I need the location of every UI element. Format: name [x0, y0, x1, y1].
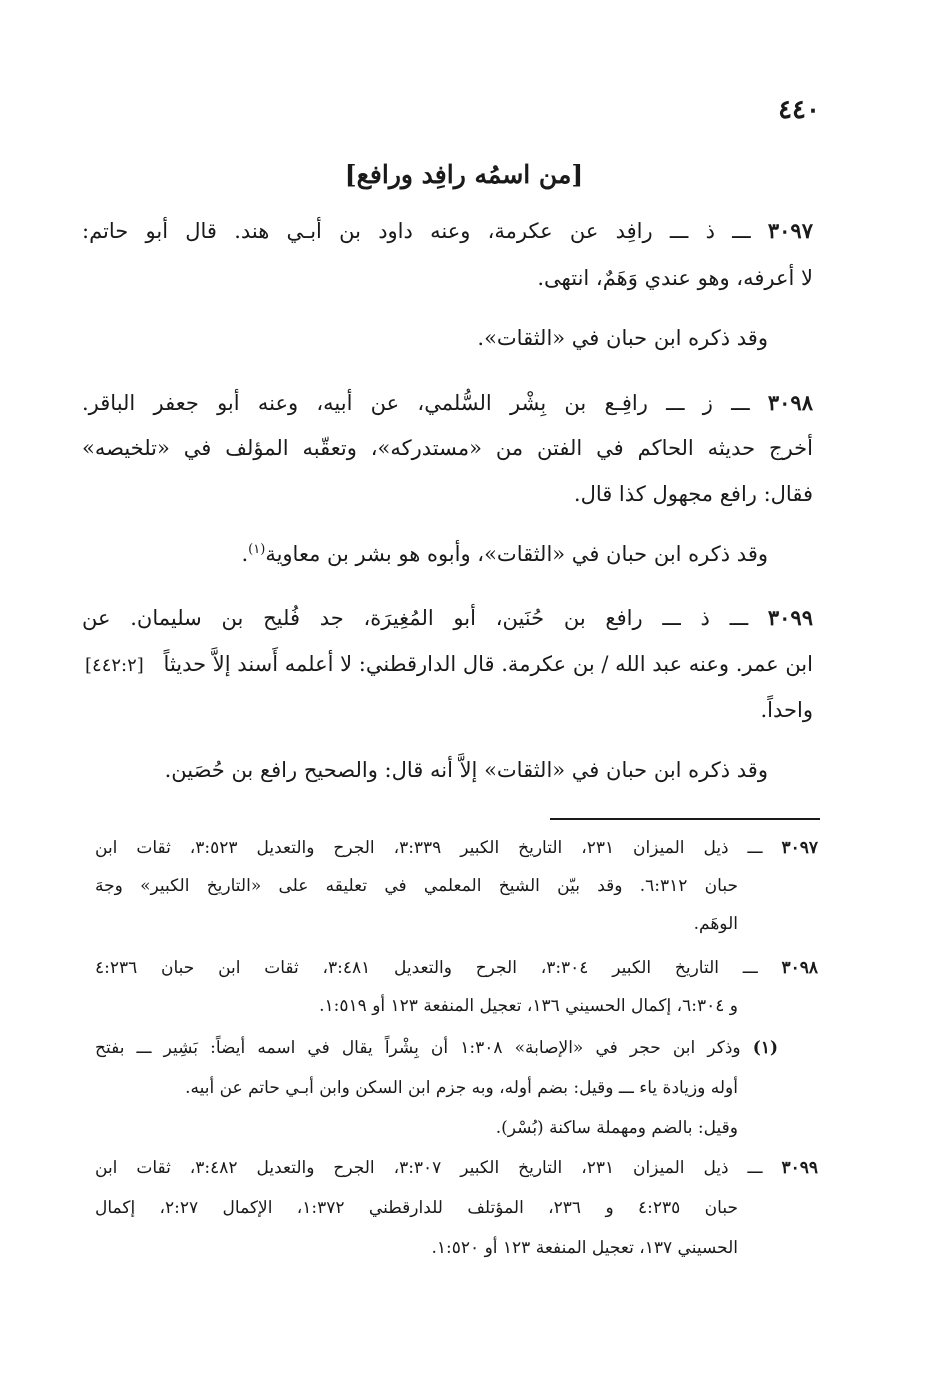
footnote-text: ـــ ذيل الميزان ٢٣١، التاريخ الكبير ٣:٣٣٩، الجرح والتعديل ٣:٥٢٣، ثقات ابن: [95, 838, 763, 858]
footnote-text: وذكر ابن حجر في «الإصابة» ١:٣٠٨ أن بِشْراً يقال في اسمه أيضاً: بَشِير ـــ بفتح: [95, 1038, 741, 1058]
note-text: وقد ذكره ابن حبان في «الثقات»، وأبوه هو بشر بن معاوية: [265, 542, 768, 566]
entry-text: ـــ ذ ـــ رافع بن حُنَين، أبو المُغِيرَة، جد فُليح بن سليمان. عن: [82, 606, 749, 630]
footnote-3097-line-1: [95, 838, 818, 858]
entry-3097-line-1: [82, 218, 813, 243]
footnote-3098-line-2: و ٦:٣٠٤، إكمال الحسيني ١٣٦، تعجيل المنفعة ١٢٣ أو ١:٥١٩.: [319, 996, 738, 1016]
entry-3099-line-1: [82, 605, 813, 630]
footnote-reference: (١): [248, 542, 266, 557]
footnote-1-line-1: [95, 1038, 778, 1058]
footnote-number: ٣٠٩٨: [781, 958, 819, 978]
entry-3098-line-1: [82, 390, 813, 415]
entry-3097-note: وقد ذكره ابن حبان في «الثقات».: [477, 326, 768, 350]
entry-text: ـــ ز ـــ رافِـع بن بِشْر السُّلمي، عن أبيه، وعنه أبو جعفر الباقر.: [82, 391, 750, 415]
footnote-number: ٣٠٩٩: [781, 1158, 818, 1178]
section-heading: [من اسمُه رافِد ورافع]: [344, 160, 584, 189]
entry-3098-line-3: فقال: رافع مجهول كذا قال.: [573, 482, 813, 506]
entry-3098-line-2: أخرج حديثه الحاكم في الفتن من «مستدركه»، وتعقّبه المؤلف في «تلخيصه»: [82, 436, 813, 460]
footnote-3098-line-1: [95, 958, 818, 978]
footnote-number: (١): [752, 1038, 778, 1058]
page-number: ٤٤٠: [778, 95, 820, 125]
footnote-3099-line-3: الحسيني ١٣٧، تعجيل المنفعة ١٢٣ أو ١:٥٢٠.: [431, 1238, 738, 1258]
entry-3099-note: وقد ذكره ابن حبان في «الثقات» إلاَّ أنه قال: والصحيح رافع بن حُصَين.: [164, 758, 768, 782]
entry-3099-line-2: ابن عمر. وعنه عبد الله / بن عكرمة. قال الدارقطني: لا أعلمه أَسند إلاَّ حديثاً: [163, 652, 813, 676]
entry-text: ـــ ذ ـــ رافِد عن عكرمة، وعنه داود بن أبـي هند. قال أبو حاتم:: [82, 219, 751, 243]
entry-3097-line-2: لا أعرفه، وهو عندي وَهَمٌ، انتهى.: [537, 266, 813, 290]
entry-number: ٣٠٩٨: [767, 390, 813, 415]
footnote-text: ـــ ذيل الميزان ٢٣١، التاريخ الكبير ٣:٣٠٧، الجرح والتعديل ٣:٤٨٢، ثقات ابن: [95, 1158, 763, 1178]
footnote-3099-line-1: [95, 1158, 818, 1178]
footnote-3099-line-2: حبان ٤:٢٣٥ و ٢٣٦، المؤتلف للدارقطني ١:٣٧٢، الإكمال ٢:٢٧، إكمال: [95, 1198, 738, 1218]
footnote-3097-line-2: حبان ٦:٣١٢. وقد بيّن الشيخ المعلمي في تعليقه على «التاريخ الكبير» وجهَ: [95, 876, 738, 896]
note-end: .: [241, 542, 249, 566]
footnote-text: ـــ التاريخ الكبير ٣:٣٠٤، الجرح والتعديل ٣:٤٨١، ثقات ابن حبان ٤:٢٣٦: [95, 958, 758, 978]
entry-3098-note: [241, 542, 768, 566]
footnote-3097-line-3: الوهَم.: [693, 914, 738, 934]
footnote-1-line-2: أوله وزيادة ياء ـــ وقيل: بضم أوله، وبه جزم ابن السكن وابن أبـي حاتم عن أبيه.: [185, 1078, 738, 1098]
entry-3099-line-3: واحداً.: [760, 698, 813, 722]
footnote-divider: [550, 818, 820, 820]
margin-page-reference: [٤٤٢:٢]: [85, 655, 144, 676]
entry-number: ٣٠٩٧: [767, 218, 813, 243]
entry-number: ٣٠٩٩: [767, 605, 813, 630]
footnote-1-line-3: وقيل: بالضم ومهملة ساكنة (بُسْر).: [495, 1118, 738, 1138]
footnote-number: ٣٠٩٧: [781, 838, 818, 858]
